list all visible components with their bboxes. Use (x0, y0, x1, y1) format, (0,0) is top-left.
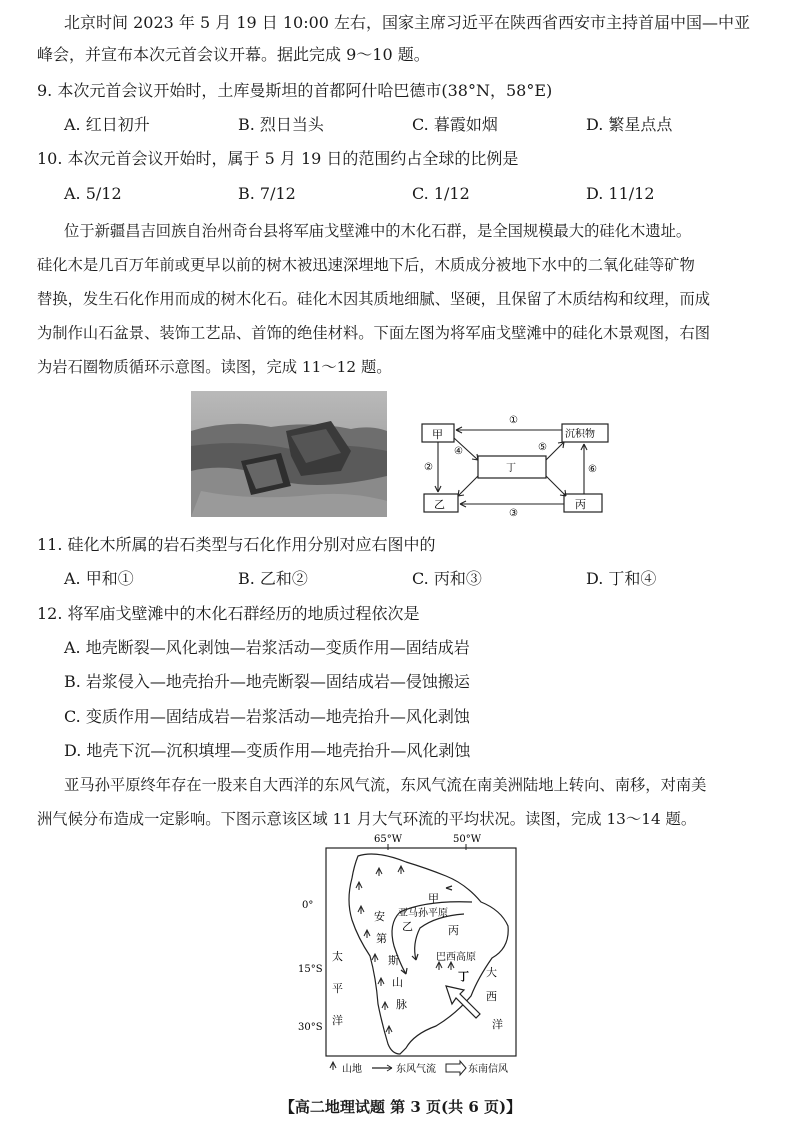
q11-option-a: A. 甲和① (64, 569, 134, 588)
q11-option-d: D. 丁和④ (586, 569, 657, 588)
point-jia: 甲 (428, 892, 439, 905)
arrow-label-2: ② (424, 462, 433, 473)
andes-char-2: 第 (376, 932, 387, 945)
intro-2-line-5: 为岩石圈物质循环示意图。读图，完成 11～12 题。 (37, 358, 392, 376)
point-bing: 丙 (448, 924, 459, 937)
rock-cycle-diagram (414, 408, 610, 518)
label-bing: 丙 (575, 498, 586, 511)
arrow-label-5: ⑤ (538, 442, 547, 453)
q11-stem: 11. 硅化木所属的岩石类型与石化作用分别对应右图中的 (37, 535, 436, 554)
south-america-circulation-map (296, 828, 526, 1078)
label-jia: 甲 (432, 428, 443, 441)
andes-char-1: 安 (374, 910, 385, 923)
q9-stem: 9. 本次元首会议开始时，土库曼斯坦的首都阿什哈巴德市(38°N，58°E) (37, 81, 553, 100)
arrow-label-1: ① (509, 415, 518, 426)
atlantic-char-2: 西 (486, 990, 497, 1003)
lat-15s: 15°S (298, 964, 323, 975)
point-ding: 丁 (458, 970, 469, 983)
intro-1-line-1: 北京时间 2023 年 5 月 19 日 10:00 左右，国家主席习近平在陕西省西安市主持首届中国—中亚 (64, 13, 751, 32)
arrow-label-4: ④ (454, 446, 463, 457)
q11-option-b: B. 乙和② (238, 569, 308, 588)
q9-option-b: B. 烈日当头 (238, 115, 324, 134)
pacific-char-3: 洋 (332, 1014, 343, 1027)
q12-stem: 12. 将军庙戈壁滩中的木化石群经历的地质过程依次是 (37, 604, 420, 623)
intro-2-line-4: 为制作山石盆景、装饰工艺品、首饰的绝佳材料。下面左图为将军庙戈壁滩中的硅化木景观图，右图 (37, 324, 711, 342)
q10-stem: 10. 本次元首会议开始时，属于 5 月 19 日的范围约占全球的比例是 (37, 149, 519, 168)
q9-option-a: A. 红日初升 (64, 115, 150, 134)
legend-easterly-label: 东风气流 (396, 1064, 436, 1075)
point-yi: 乙 (402, 920, 413, 933)
legend-mountain-icon (330, 1062, 336, 1070)
q9-option-d: D. 繁星点点 (586, 115, 673, 134)
legend-mountain-label: 山地 (342, 1064, 362, 1075)
label-yi: 乙 (434, 498, 445, 511)
legend-se-trade-icon (446, 1061, 466, 1075)
intro-2-line-2: 硅化木是几百万年前或更早以前的树木被迅速深埋地下后，木质成分被地下水中的二氧化硅等矿物 (37, 256, 695, 274)
label-sediment: 沉积物 (565, 429, 595, 440)
intro-1-line-2: 峰会，并宣布本次元首会议开幕。据此完成 9～10 题。 (37, 45, 430, 64)
map-legend (330, 1061, 508, 1075)
lat-0: 0° (302, 900, 314, 911)
q12-option-b: B. 岩浆侵入—地壳抬升—地壳断裂—固结成岩—侵蚀搬运 (64, 672, 470, 691)
q10-option-a: A. 5/12 (64, 184, 122, 203)
map-frame (326, 848, 516, 1056)
arrow-label-3: ③ (509, 508, 518, 518)
andes-char-3: 斯 (388, 954, 399, 967)
label-ding: 丁 (506, 463, 516, 474)
arrow-label-6: ⑥ (588, 464, 597, 475)
q10-option-c: C. 1/12 (412, 184, 470, 203)
page-footer: 【高二地理试题 第 3 页(共 6 页)】 (279, 1098, 522, 1116)
q12-option-d: D. 地壳下沉—沉积填埋—变质作用—地壳抬升—风化剥蚀 (64, 741, 471, 760)
lat-30s: 30°S (298, 1022, 323, 1033)
q12-option-a: A. 地壳断裂—风化剥蚀—岩浆活动—变质作用—固结成岩 (64, 638, 470, 657)
lon-50w: 50°W (453, 834, 482, 845)
andes-char-4: 山 (392, 976, 403, 989)
atlantic-char-1: 大 (486, 966, 497, 979)
q12-option-c: C. 变质作用—固结成岩—岩浆活动—地壳抬升—风化剥蚀 (64, 707, 470, 726)
pacific-char-2: 平 (332, 982, 343, 995)
q9-option-c: C. 暮霞如烟 (412, 115, 498, 134)
intro-2-line-3: 替换，发生石化作用而成的树木化石。硅化木因其质地细腻、坚硬，且保留了木质结构和纹理，而成 (37, 290, 711, 308)
q11-option-c: C. 丙和③ (412, 569, 482, 588)
amazon-plain-label: 亚马孙平原 (398, 908, 448, 919)
pacific-char-1: 太 (332, 950, 343, 963)
atlantic-char-3: 洋 (492, 1018, 503, 1031)
intro-3-line-2: 洲气候分布造成一定影响。下图示意该区域 11 月大气环流的平均状况。读图，完成 13～14 题。 (37, 810, 697, 828)
legend-se-trade-label: 东南信风 (468, 1064, 508, 1075)
intro-2-line-1: 位于新疆昌吉回族自治州奇台县将军庙戈壁滩中的木化石群，是全国规模最大的硅化木遗址。 (64, 222, 692, 240)
intro-3-line-1: 亚马孙平原终年存在一股来自大西洋的东风气流，东风气流在南美洲陆地上转向、南移，对南美 (64, 776, 707, 794)
q10-option-b: B. 7/12 (238, 184, 296, 203)
lon-65w: 65°W (374, 834, 403, 845)
andes-char-5: 脉 (396, 998, 407, 1011)
brazil-plateau-label: 巴西高原 (436, 952, 476, 963)
petrified-wood-photo (191, 391, 387, 517)
q10-option-d: D. 11/12 (586, 184, 655, 203)
